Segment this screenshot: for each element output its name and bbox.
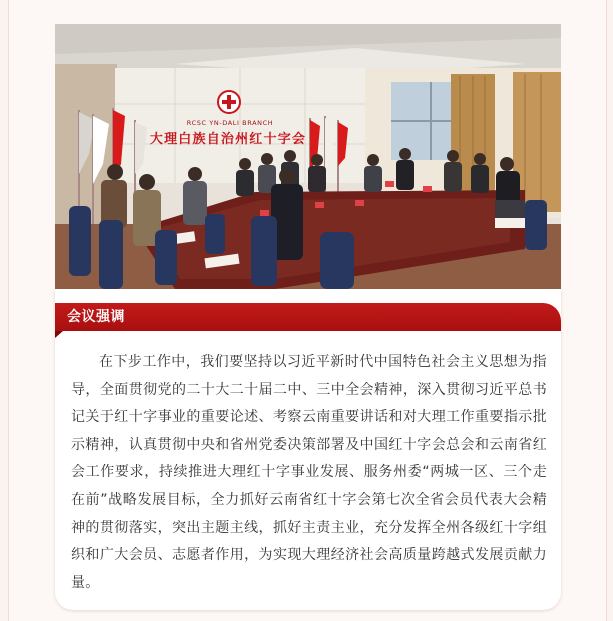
- meeting-photo-illustration: [55, 24, 561, 289]
- section-paragraph: 在下步工作中，我们要坚持以习近平新时代中国特色社会主义思想为指导，全面贯彻党的二十大二十届二中、三中全会精神，深入贯彻习近平总书记关于红十字事业的重要论述、考察云南重要讲话和对大理工作重要指示批示精神，认真贯彻中央和省州党委决策部署及中国红十字会总会和云南省红会工作要求，持续推进大理红十字事业发展、服务州委“两城一区、三个走在前”战略发展目标，全力抓好云南省红十字会第七次全省会员代表大会精神的贯彻落实，突出主题主线，抓好主责主业，充分发挥全州各级红十字组织和广大会员、志愿者作用，为实现大理经济社会高质量跨越式发展贡献力量。: [71, 354, 547, 591]
- banner-title: 大理白族自治州红十字会: [149, 132, 307, 147]
- red-cross-horizontal: [222, 100, 236, 104]
- section-title: 会议强调: [67, 309, 125, 325]
- laptop: [495, 200, 525, 218]
- content-card: [55, 289, 561, 610]
- meeting-photo: [55, 24, 561, 289]
- section-header: [55, 303, 561, 331]
- banner-abbrev: RCSC YN-DALI BRANCH: [186, 119, 274, 127]
